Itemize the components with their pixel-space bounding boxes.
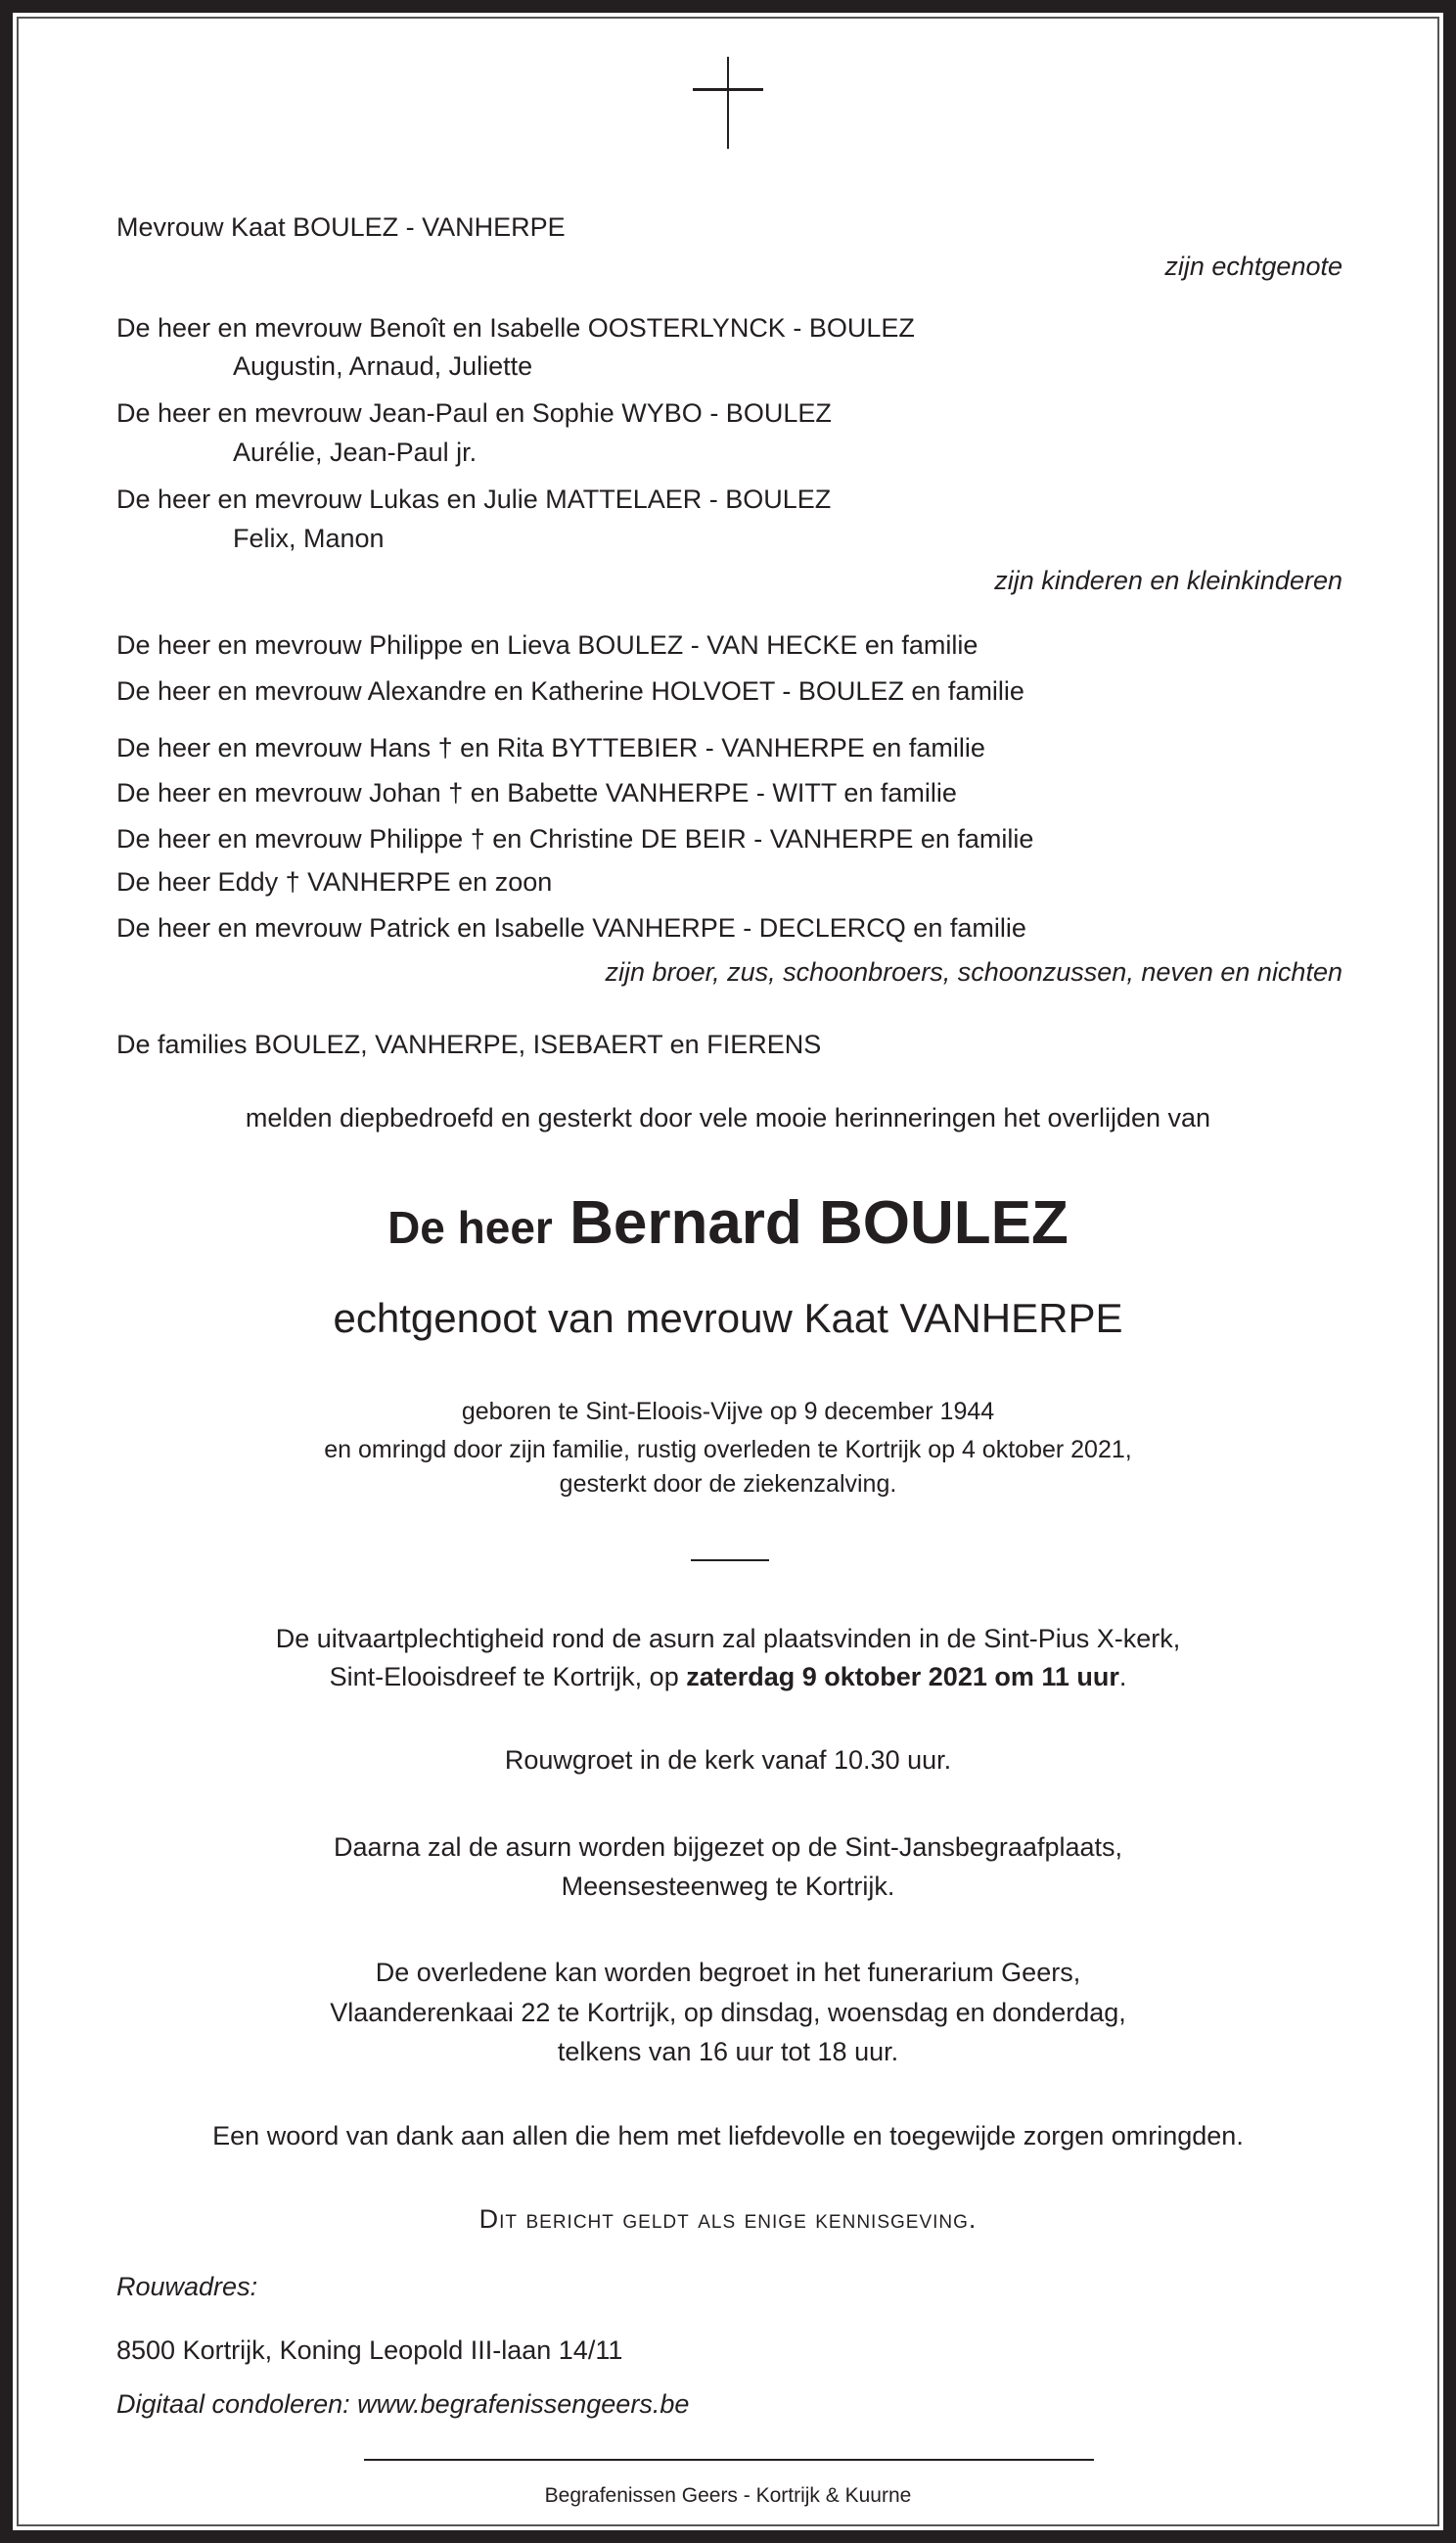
burial-line: Meensesteenweg te Kortrijk. (561, 1872, 895, 1901)
grandchildren-2: Aurélie, Jean-Paul jr. (233, 438, 478, 467)
spouse-name: Mevrouw Kaat BOULEZ - VANHERPE (116, 212, 566, 242)
sibling-line: De heer Eddy † VANHERPE en zoon (116, 867, 553, 897)
sibling-line: De heer en mevrouw Patrick en Isabelle VANHERPE - DECLERCQ en familie (116, 913, 1026, 943)
siblings-role: zijn broer, zus, schoonbroers, schoonzussen, neven en nichten (605, 957, 1342, 987)
address: 8500 Kortrijk, Koning Leopold III-laan 14/11 (116, 2335, 623, 2365)
ceremony-period: . (1118, 1662, 1127, 1691)
ceremony-line-1: De uitvaartplechtigheid rond de asurn zal plaatsvinden in de Sint-Pius X-kerk, (275, 1624, 1181, 1653)
visitation-line: telkens van 16 uur tot 18 uur. (557, 2037, 899, 2066)
sibling-line: De heer en mevrouw Philippe † en Christine DE BEIR - VANHERPE en familie (116, 824, 1034, 854)
footer-divider (364, 2459, 1094, 2461)
rouwgroet: Rouwgroet in de kerk vanaf 10.30 uur. (504, 1745, 952, 1775)
divider (691, 1559, 769, 1561)
ceremony-datetime: zaterdag 9 oktober 2021 om 11 uur (686, 1662, 1119, 1691)
condolences-link[interactable]: Digitaal condoleren: www.begrafenissengeers.be (116, 2389, 690, 2419)
thanks: Een woord van dank aan allen die hem met liefdevolle en toegewijde zorgen omringden. (212, 2121, 1244, 2150)
spouse-role: zijn echtgenote (1164, 252, 1342, 281)
life-line: gesterkt door de ziekenzalving. (559, 1470, 897, 1498)
life-line: geboren te Sint-Eloois-Vijve op 9 december 1944 (461, 1398, 995, 1425)
visitation-line: De overledene kan worden begroet in het funerarium Geers, (375, 1958, 1081, 1987)
burial-line: Daarna zal de asurn worden bijgezet op de Sint-Jansbegraafplaats, (333, 1832, 1122, 1862)
grandchildren-3: Felix, Manon (233, 524, 385, 553)
grandchildren-1: Augustin, Arnaud, Juliette (233, 351, 533, 381)
child-family-3: De heer en mevrouw Lukas en Julie MATTELAER - BOULEZ (116, 485, 832, 514)
families-line: De families BOULEZ, VANHERPE, ISEBAERT en FIERENS (116, 1030, 822, 1059)
deceased-prefix: De heer (387, 1202, 553, 1253)
notice: Dit bericht geldt als enige kennisgeving. (478, 2204, 978, 2234)
footer: Begrafenissen Geers - Kortrijk & Kuurne (544, 2484, 912, 2507)
children-role: zijn kinderen en kleinkinderen (994, 566, 1342, 595)
visitation-line: Vlaanderenkaai 22 te Kortrijk, op dinsdag, woensdag en donderdag, (330, 1998, 1126, 2027)
address-label: Rouwadres: (116, 2272, 258, 2301)
ceremony-line-2 (0, 1659, 1456, 1694)
deceased-spouse-line: echtgenoot van mevrouw Kaat VANHERPE (333, 1295, 1123, 1341)
cross-vertical (727, 57, 729, 149)
deceased-name (0, 1188, 1456, 1263)
ceremony-place: Sint-Elooisdreef te Kortrijk, op (329, 1662, 687, 1691)
child-family-2: De heer en mevrouw Jean-Paul en Sophie WYBO - BOULEZ (116, 398, 832, 428)
sibling-line: De heer en mevrouw Philippe en Lieva BOULEZ - VAN HECKE en familie (116, 630, 978, 660)
life-line: en omringd door zijn familie, rustig overleden te Kortrijk op 4 oktober 2021, (324, 1436, 1132, 1463)
sibling-line: De heer en mevrouw Hans † en Rita BYTTEBIER - VANHERPE en familie (116, 733, 985, 763)
child-family-1: De heer en mevrouw Benoît en Isabelle OOSTERLYNCK - BOULEZ (116, 313, 915, 343)
sibling-line: De heer en mevrouw Alexandre en Katherine HOLVOET - BOULEZ en familie (116, 676, 1024, 706)
cross-horizontal (693, 88, 763, 91)
deceased-fullname: Bernard BOULEZ (569, 1189, 1069, 1257)
sibling-line: De heer en mevrouw Johan † en Babette VANHERPE - WITT en familie (116, 778, 957, 808)
announcement: melden diepbedroefd en gesterkt door vele mooie herinneringen het overlijden van (245, 1103, 1211, 1133)
